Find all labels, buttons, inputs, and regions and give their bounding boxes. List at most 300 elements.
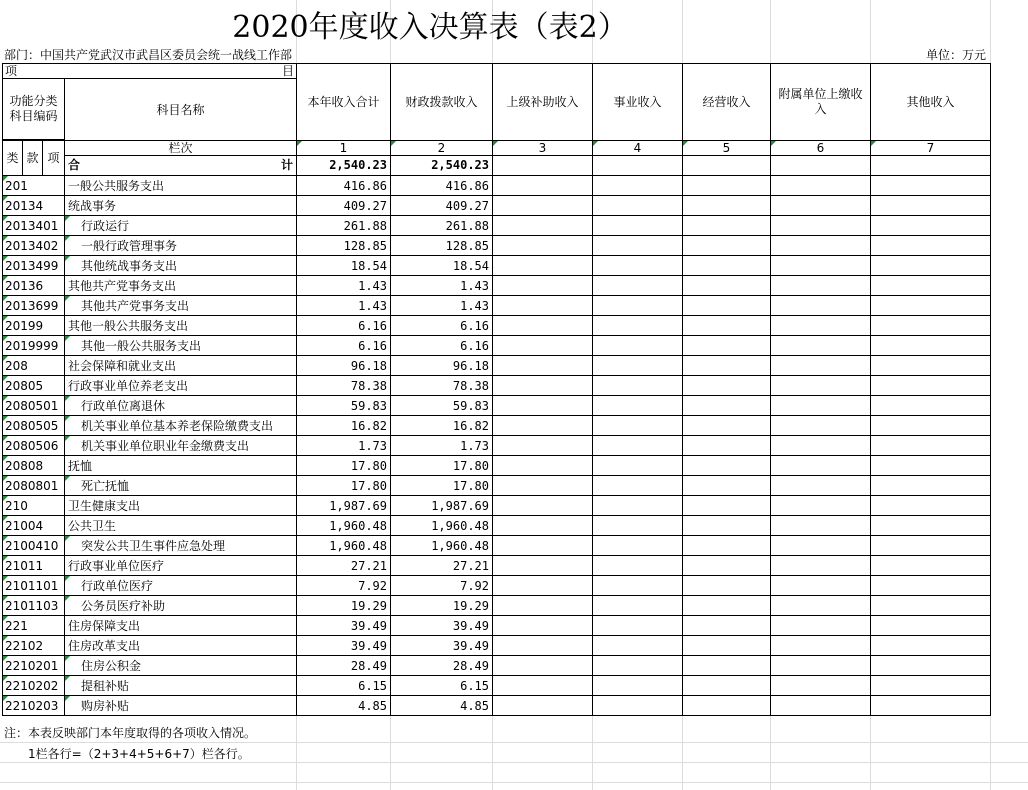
table-row bbox=[3, 536, 991, 556]
row-col-6-cell[interactable] bbox=[771, 376, 871, 396]
row-total-income-cell[interactable]: 96.18 bbox=[297, 356, 391, 376]
row-fiscal-income-cell[interactable]: 59.83 bbox=[391, 396, 493, 416]
row-col-4-cell[interactable] bbox=[593, 336, 683, 356]
row-col-3-cell[interactable] bbox=[493, 196, 593, 216]
row-name-cell[interactable]: 行政事业单位养老支出 bbox=[65, 376, 297, 396]
note-line-2: 1栏各行=（2+3+4+5+6+7）栏各行。 bbox=[28, 747, 250, 761]
row-name-cell[interactable]: 行政单位医疗 bbox=[65, 576, 297, 596]
row-col-7-cell[interactable] bbox=[871, 576, 991, 596]
row-col-4-cell[interactable] bbox=[593, 436, 683, 456]
row-code-cell[interactable]: 210 bbox=[3, 496, 65, 516]
row-col-5-cell[interactable] bbox=[683, 316, 771, 336]
row-code-cell[interactable]: 2080505 bbox=[3, 416, 65, 436]
row-total-income-cell[interactable]: 1,960.48 bbox=[297, 536, 391, 556]
row-total-income-cell[interactable]: 261.88 bbox=[297, 216, 391, 236]
row-name-cell[interactable]: 公共卫生 bbox=[65, 516, 297, 536]
row-code-cell[interactable]: 208 bbox=[3, 356, 65, 376]
row-col-5-cell[interactable] bbox=[683, 296, 771, 316]
row-fiscal-income-cell[interactable]: 1,960.48 bbox=[391, 516, 493, 536]
row-total-income-cell[interactable]: 1.43 bbox=[297, 276, 391, 296]
row-col-4-cell[interactable] bbox=[593, 216, 683, 236]
row-col-6-cell[interactable] bbox=[771, 516, 871, 536]
row-col-7-cell[interactable] bbox=[871, 296, 991, 316]
row-col-6-cell[interactable] bbox=[771, 436, 871, 456]
row-total-income-cell[interactable]: 4.85 bbox=[297, 696, 391, 716]
row-code-cell[interactable]: 2210201 bbox=[3, 656, 65, 676]
row-col-7-cell[interactable] bbox=[871, 316, 991, 336]
table-row bbox=[3, 636, 991, 656]
row-col-6-cell[interactable] bbox=[771, 636, 871, 656]
lanci-header[interactable]: 栏次 bbox=[65, 141, 297, 156]
row-total-income-cell[interactable]: 78.38 bbox=[297, 376, 391, 396]
row-col-3-cell[interactable] bbox=[493, 496, 593, 516]
row-col-7-cell[interactable] bbox=[871, 516, 991, 536]
row-code-cell[interactable]: 2100410 bbox=[3, 536, 65, 556]
row-col-5-cell[interactable] bbox=[683, 176, 771, 196]
row-col-4-cell[interactable] bbox=[593, 496, 683, 516]
row-col-6-cell[interactable] bbox=[771, 196, 871, 216]
row-col-7-cell[interactable] bbox=[871, 396, 991, 416]
row-col-6-cell[interactable] bbox=[771, 256, 871, 276]
row-total-income-cell[interactable]: 28.49 bbox=[297, 656, 391, 676]
table-row bbox=[3, 416, 991, 436]
total-label-cell[interactable] bbox=[65, 156, 297, 176]
table-row bbox=[3, 596, 991, 616]
row-total-income-cell[interactable]: 6.16 bbox=[297, 316, 391, 336]
row-col-6-cell[interactable] bbox=[771, 616, 871, 636]
row-total-income-cell[interactable]: 39.49 bbox=[297, 636, 391, 656]
row-fiscal-income-cell[interactable]: 18.54 bbox=[391, 256, 493, 276]
row-code-cell[interactable]: 20199 bbox=[3, 316, 65, 336]
row-total-income-cell[interactable]: 17.80 bbox=[297, 456, 391, 476]
row-col-4-cell[interactable] bbox=[593, 696, 683, 716]
row-col-3-cell[interactable] bbox=[493, 396, 593, 416]
row-col-3-cell[interactable] bbox=[493, 456, 593, 476]
row-col-4-cell[interactable] bbox=[593, 176, 683, 196]
row-code-cell[interactable]: 2019999 bbox=[3, 336, 65, 356]
row-col-3-cell[interactable] bbox=[493, 296, 593, 316]
row-name-cell[interactable]: 住房保障支出 bbox=[65, 616, 297, 636]
row-code-cell[interactable]: 2013402 bbox=[3, 236, 65, 256]
row-total-income-cell[interactable]: 1,960.48 bbox=[297, 516, 391, 536]
row-code-cell[interactable]: 201 bbox=[3, 176, 65, 196]
subject-name-header[interactable]: 科目名称 bbox=[65, 79, 297, 141]
row-col-3-cell[interactable] bbox=[493, 556, 593, 576]
row-col-6-cell[interactable] bbox=[771, 596, 871, 616]
row-col-5-cell[interactable] bbox=[683, 276, 771, 296]
row-code-cell[interactable]: 2080506 bbox=[3, 436, 65, 456]
row-total-income-cell[interactable]: 1.73 bbox=[297, 436, 391, 456]
row-col-6-cell[interactable] bbox=[771, 456, 871, 476]
row-col-7-cell[interactable] bbox=[871, 456, 991, 476]
row-name-cell[interactable]: 行政单位离退休 bbox=[65, 396, 297, 416]
row-total-income-cell[interactable]: 128.85 bbox=[297, 236, 391, 256]
row-col-4-cell[interactable] bbox=[593, 656, 683, 676]
col-index-5[interactable]: 5 bbox=[683, 141, 771, 156]
row-total-income-cell[interactable]: 7.92 bbox=[297, 576, 391, 596]
col-index-3[interactable]: 3 bbox=[493, 141, 593, 156]
row-col-5-cell[interactable] bbox=[683, 676, 771, 696]
row-name-cell[interactable]: 一般公共服务支出 bbox=[65, 176, 297, 196]
row-fiscal-income-cell[interactable]: 6.16 bbox=[391, 316, 493, 336]
row-col-5-cell[interactable] bbox=[683, 596, 771, 616]
row-col-5-cell[interactable] bbox=[683, 436, 771, 456]
row-col-3-cell[interactable] bbox=[493, 416, 593, 436]
row-name-cell[interactable]: 社会保障和就业支出 bbox=[65, 356, 297, 376]
row-name-cell[interactable]: 统战事务 bbox=[65, 196, 297, 216]
row-col-7-cell[interactable] bbox=[871, 476, 991, 496]
row-code-cell[interactable]: 20805 bbox=[3, 376, 65, 396]
row-col-7-cell[interactable] bbox=[871, 356, 991, 376]
row-col-5-cell[interactable] bbox=[683, 456, 771, 476]
row-name-cell[interactable]: 抚恤 bbox=[65, 456, 297, 476]
header-xiang-mu-cell[interactable] bbox=[3, 64, 297, 79]
row-col-5-cell[interactable] bbox=[683, 356, 771, 376]
header-mu: 目 bbox=[281, 63, 294, 78]
row-col-4-cell[interactable] bbox=[593, 536, 683, 556]
row-name-cell[interactable]: 行政运行 bbox=[65, 216, 297, 236]
row-col-4-cell[interactable] bbox=[593, 196, 683, 216]
row-col-6-cell[interactable] bbox=[771, 356, 871, 376]
row-col-3-cell[interactable] bbox=[493, 376, 593, 396]
header-xiang: 项 bbox=[5, 63, 18, 78]
row-total-income-cell[interactable]: 1.43 bbox=[297, 296, 391, 316]
row-col-7-cell[interactable] bbox=[871, 236, 991, 256]
row-col-4-cell[interactable] bbox=[593, 456, 683, 476]
row-col-3-cell[interactable] bbox=[493, 436, 593, 456]
table-row bbox=[3, 376, 991, 396]
row-col-6-cell[interactable] bbox=[771, 696, 871, 716]
row-fiscal-income-cell[interactable]: 1.43 bbox=[391, 276, 493, 296]
row-col-5-cell[interactable] bbox=[683, 556, 771, 576]
row-col-6-cell[interactable] bbox=[771, 396, 871, 416]
row-col-6-cell[interactable] bbox=[771, 176, 871, 196]
col-index-4[interactable]: 4 bbox=[593, 141, 683, 156]
row-col-5-cell[interactable] bbox=[683, 536, 771, 556]
func-code-header[interactable]: 功能分类科目编码 bbox=[3, 79, 65, 140]
col-index-2[interactable]: 2 bbox=[391, 141, 493, 156]
row-col-3-cell[interactable] bbox=[493, 596, 593, 616]
row-name-cell[interactable]: 突发公共卫生事件应急处理 bbox=[65, 536, 297, 556]
row-col-7-cell[interactable] bbox=[871, 416, 991, 436]
row-col-6-cell[interactable] bbox=[771, 216, 871, 236]
row-col-4-cell[interactable] bbox=[593, 376, 683, 396]
row-fiscal-income-cell[interactable]: 6.15 bbox=[391, 676, 493, 696]
total-col-7[interactable] bbox=[871, 156, 991, 176]
col-header-6[interactable]: 附属单位上缴收入 bbox=[771, 64, 871, 141]
row-fiscal-income-cell[interactable]: 16.82 bbox=[391, 416, 493, 436]
row-col-6-cell[interactable] bbox=[771, 276, 871, 296]
total-col-5[interactable] bbox=[683, 156, 771, 176]
row-fiscal-income-cell[interactable]: 19.29 bbox=[391, 596, 493, 616]
row-name-cell[interactable]: 公务员医疗补助 bbox=[65, 596, 297, 616]
lei-header[interactable]: 类 bbox=[3, 141, 23, 176]
row-fiscal-income-cell[interactable]: 128.85 bbox=[391, 236, 493, 256]
row-total-income-cell[interactable]: 16.82 bbox=[297, 416, 391, 436]
row-col-3-cell[interactable] bbox=[493, 516, 593, 536]
row-col-6-cell[interactable] bbox=[771, 296, 871, 316]
row-col-6-cell[interactable] bbox=[771, 496, 871, 516]
row-code-cell[interactable]: 21004 bbox=[3, 516, 65, 536]
row-col-4-cell[interactable] bbox=[593, 596, 683, 616]
kuan-header[interactable]: 款 bbox=[23, 141, 43, 176]
row-col-7-cell[interactable] bbox=[871, 256, 991, 276]
table-row bbox=[3, 456, 991, 476]
row-col-7-cell[interactable] bbox=[871, 336, 991, 356]
row-code-cell[interactable]: 20808 bbox=[3, 456, 65, 476]
row-col-3-cell[interactable] bbox=[493, 236, 593, 256]
row-fiscal-income-cell[interactable]: 1,960.48 bbox=[391, 536, 493, 556]
row-col-3-cell[interactable] bbox=[493, 336, 593, 356]
row-total-income-cell[interactable]: 27.21 bbox=[297, 556, 391, 576]
row-col-3-cell[interactable] bbox=[493, 256, 593, 276]
row-total-income-cell[interactable]: 416.86 bbox=[297, 176, 391, 196]
row-col-3-cell[interactable] bbox=[493, 616, 593, 636]
row-total-income-cell[interactable]: 39.49 bbox=[297, 616, 391, 636]
row-fiscal-income-cell[interactable]: 96.18 bbox=[391, 356, 493, 376]
total-col-2[interactable]: 2,540.23 bbox=[391, 156, 493, 176]
row-col-3-cell[interactable] bbox=[493, 356, 593, 376]
row-fiscal-income-cell[interactable]: 7.92 bbox=[391, 576, 493, 596]
row-col-4-cell[interactable] bbox=[593, 356, 683, 376]
total-col-6[interactable] bbox=[771, 156, 871, 176]
row-fiscal-income-cell[interactable]: 1,987.69 bbox=[391, 496, 493, 516]
col-header-5[interactable]: 经营收入 bbox=[683, 64, 771, 141]
row-col-4-cell[interactable] bbox=[593, 556, 683, 576]
row-total-income-cell[interactable]: 409.27 bbox=[297, 196, 391, 216]
col-header-4[interactable]: 事业收入 bbox=[593, 64, 683, 141]
row-col-7-cell[interactable] bbox=[871, 616, 991, 636]
row-fiscal-income-cell[interactable]: 28.49 bbox=[391, 656, 493, 676]
row-col-7-cell[interactable] bbox=[871, 496, 991, 516]
row-col-7-cell[interactable] bbox=[871, 676, 991, 696]
row-col-7-cell[interactable] bbox=[871, 216, 991, 236]
row-col-6-cell[interactable] bbox=[771, 316, 871, 336]
row-total-income-cell[interactable]: 1,987.69 bbox=[297, 496, 391, 516]
row-col-3-cell[interactable] bbox=[493, 276, 593, 296]
row-code-cell[interactable]: 2101101 bbox=[3, 576, 65, 596]
total-ji: 计 bbox=[280, 158, 293, 172]
row-name-cell[interactable]: 其他一般公共服务支出 bbox=[65, 316, 297, 336]
table-row bbox=[3, 676, 991, 696]
row-fiscal-income-cell[interactable]: 1.43 bbox=[391, 296, 493, 316]
col-header-2[interactable]: 财政拨款收入 bbox=[391, 64, 493, 141]
row-col-5-cell[interactable] bbox=[683, 636, 771, 656]
row-col-5-cell[interactable] bbox=[683, 416, 771, 436]
row-col-7-cell[interactable] bbox=[871, 596, 991, 616]
total-row bbox=[3, 156, 991, 176]
row-col-6-cell[interactable] bbox=[771, 576, 871, 596]
row-fiscal-income-cell[interactable]: 78.38 bbox=[391, 376, 493, 396]
row-code-cell[interactable]: 2080801 bbox=[3, 476, 65, 496]
row-col-3-cell[interactable] bbox=[493, 656, 593, 676]
row-col-5-cell[interactable] bbox=[683, 696, 771, 716]
row-code-cell[interactable]: 22102 bbox=[3, 636, 65, 656]
row-code-cell[interactable]: 2210202 bbox=[3, 676, 65, 696]
row-col-3-cell[interactable] bbox=[493, 576, 593, 596]
row-col-4-cell[interactable] bbox=[593, 516, 683, 536]
row-col-3-cell[interactable] bbox=[493, 636, 593, 656]
row-col-6-cell[interactable] bbox=[771, 556, 871, 576]
table-row bbox=[3, 336, 991, 356]
row-col-3-cell[interactable] bbox=[493, 676, 593, 696]
row-name-cell[interactable]: 一般行政管理事务 bbox=[65, 236, 297, 256]
index-row bbox=[3, 141, 991, 156]
row-fiscal-income-cell[interactable]: 409.27 bbox=[391, 196, 493, 216]
total-col-4[interactable] bbox=[593, 156, 683, 176]
row-code-cell[interactable]: 2101103 bbox=[3, 596, 65, 616]
row-code-cell[interactable]: 21011 bbox=[3, 556, 65, 576]
total-he: 合 bbox=[68, 158, 81, 172]
row-col-5-cell[interactable] bbox=[683, 336, 771, 356]
row-name-cell[interactable]: 其他一般公共服务支出 bbox=[65, 336, 297, 356]
col-header-1[interactable]: 本年收入合计 bbox=[297, 64, 391, 141]
row-code-cell[interactable]: 2080501 bbox=[3, 396, 65, 416]
row-total-income-cell[interactable]: 6.15 bbox=[297, 676, 391, 696]
row-total-income-cell[interactable]: 59.83 bbox=[297, 396, 391, 416]
row-name-cell[interactable]: 其他共产党事务支出 bbox=[65, 296, 297, 316]
row-col-4-cell[interactable] bbox=[593, 316, 683, 336]
row-name-cell[interactable]: 行政事业单位医疗 bbox=[65, 556, 297, 576]
row-col-7-cell[interactable] bbox=[871, 276, 991, 296]
col-index-1[interactable]: 1 bbox=[297, 141, 391, 156]
row-fiscal-income-cell[interactable]: 27.21 bbox=[391, 556, 493, 576]
row-col-3-cell[interactable] bbox=[493, 176, 593, 196]
row-col-7-cell[interactable] bbox=[871, 536, 991, 556]
row-col-7-cell[interactable] bbox=[871, 436, 991, 456]
row-total-income-cell[interactable]: 17.80 bbox=[297, 476, 391, 496]
table-row bbox=[3, 296, 991, 316]
row-name-cell[interactable]: 机关事业单位职业年金缴费支出 bbox=[65, 436, 297, 456]
row-col-6-cell[interactable] bbox=[771, 416, 871, 436]
row-name-cell[interactable]: 住房改革支出 bbox=[65, 636, 297, 656]
row-name-cell[interactable]: 住房公积金 bbox=[65, 656, 297, 676]
table-row bbox=[3, 696, 991, 716]
col-header-3[interactable]: 上级补助收入 bbox=[493, 64, 593, 141]
row-col-4-cell[interactable] bbox=[593, 676, 683, 696]
row-name-cell[interactable]: 其他共产党事务支出 bbox=[65, 276, 297, 296]
col-index-7[interactable]: 7 bbox=[871, 141, 991, 156]
table-row bbox=[3, 196, 991, 216]
header-row-1 bbox=[3, 64, 991, 79]
row-fiscal-income-cell[interactable]: 261.88 bbox=[391, 216, 493, 236]
row-name-cell[interactable]: 购房补贴 bbox=[65, 696, 297, 716]
row-col-5-cell[interactable] bbox=[683, 216, 771, 236]
row-fiscal-income-cell[interactable]: 39.49 bbox=[391, 636, 493, 656]
row-col-4-cell[interactable] bbox=[593, 256, 683, 276]
row-col-5-cell[interactable] bbox=[683, 236, 771, 256]
row-col-5-cell[interactable] bbox=[683, 616, 771, 636]
row-col-5-cell[interactable] bbox=[683, 196, 771, 216]
row-col-5-cell[interactable] bbox=[683, 496, 771, 516]
total-col-3[interactable] bbox=[493, 156, 593, 176]
row-fiscal-income-cell[interactable]: 17.80 bbox=[391, 456, 493, 476]
row-code-cell[interactable]: 2210203 bbox=[3, 696, 65, 716]
row-name-cell[interactable]: 死亡抚恤 bbox=[65, 476, 297, 496]
report-title: 2020年度收入决算表（表2） bbox=[232, 10, 628, 45]
row-col-3-cell[interactable] bbox=[493, 536, 593, 556]
row-col-4-cell[interactable] bbox=[593, 616, 683, 636]
row-col-7-cell[interactable] bbox=[871, 556, 991, 576]
row-col-7-cell[interactable] bbox=[871, 636, 991, 656]
row-fiscal-income-cell[interactable]: 17.80 bbox=[391, 476, 493, 496]
row-name-cell[interactable]: 提租补贴 bbox=[65, 676, 297, 696]
row-name-cell[interactable]: 其他统战事务支出 bbox=[65, 256, 297, 276]
row-col-6-cell[interactable] bbox=[771, 336, 871, 356]
row-col-4-cell[interactable] bbox=[593, 576, 683, 596]
row-col-6-cell[interactable] bbox=[771, 536, 871, 556]
row-fiscal-income-cell[interactable]: 6.16 bbox=[391, 336, 493, 356]
row-col-5-cell[interactable] bbox=[683, 396, 771, 416]
row-col-3-cell[interactable] bbox=[493, 696, 593, 716]
row-col-5-cell[interactable] bbox=[683, 576, 771, 596]
row-col-3-cell[interactable] bbox=[493, 316, 593, 336]
row-col-5-cell[interactable] bbox=[683, 656, 771, 676]
row-code-cell[interactable]: 20136 bbox=[3, 276, 65, 296]
table-row bbox=[3, 256, 991, 276]
row-col-7-cell[interactable] bbox=[871, 196, 991, 216]
row-col-6-cell[interactable] bbox=[771, 656, 871, 676]
row-col-4-cell[interactable] bbox=[593, 236, 683, 256]
row-col-4-cell[interactable] bbox=[593, 396, 683, 416]
row-col-4-cell[interactable] bbox=[593, 296, 683, 316]
table-row bbox=[3, 316, 991, 336]
row-code-cell[interactable]: 2013401 bbox=[3, 216, 65, 236]
row-col-7-cell[interactable] bbox=[871, 176, 991, 196]
table-row bbox=[3, 176, 991, 196]
total-col-1[interactable]: 2,540.23 bbox=[297, 156, 391, 176]
row-code-cell[interactable]: 2013499 bbox=[3, 256, 65, 276]
row-name-cell[interactable]: 卫生健康支出 bbox=[65, 496, 297, 516]
row-col-6-cell[interactable] bbox=[771, 476, 871, 496]
row-code-cell[interactable]: 221 bbox=[3, 616, 65, 636]
table-row bbox=[3, 616, 991, 636]
row-col-3-cell[interactable] bbox=[493, 476, 593, 496]
row-total-income-cell[interactable]: 6.16 bbox=[297, 336, 391, 356]
row-col-7-cell[interactable] bbox=[871, 656, 991, 676]
row-col-6-cell[interactable] bbox=[771, 236, 871, 256]
row-col-4-cell[interactable] bbox=[593, 276, 683, 296]
row-col-5-cell[interactable] bbox=[683, 516, 771, 536]
row-col-5-cell[interactable] bbox=[683, 256, 771, 276]
row-col-4-cell[interactable] bbox=[593, 416, 683, 436]
row-code-cell[interactable]: 2013699 bbox=[3, 296, 65, 316]
row-col-4-cell[interactable] bbox=[593, 636, 683, 656]
col-header-7[interactable]: 其他收入 bbox=[871, 64, 991, 141]
row-col-6-cell[interactable] bbox=[771, 676, 871, 696]
table-row bbox=[3, 396, 991, 416]
department-label: 部门：中国共产党武汉市武昌区委员会统一战线工作部 bbox=[4, 48, 293, 62]
row-col-5-cell[interactable] bbox=[683, 476, 771, 496]
row-total-income-cell[interactable]: 18.54 bbox=[297, 256, 391, 276]
row-col-7-cell[interactable] bbox=[871, 376, 991, 396]
row-code-cell[interactable]: 20134 bbox=[3, 196, 65, 216]
row-fiscal-income-cell[interactable]: 1.73 bbox=[391, 436, 493, 456]
row-col-5-cell[interactable] bbox=[683, 376, 771, 396]
income-table bbox=[2, 63, 991, 716]
table-row bbox=[3, 276, 991, 296]
col-index-6[interactable]: 6 bbox=[771, 141, 871, 156]
row-col-7-cell[interactable] bbox=[871, 696, 991, 716]
row-fiscal-income-cell[interactable]: 39.49 bbox=[391, 616, 493, 636]
xiang-header[interactable]: 项 bbox=[43, 141, 65, 176]
row-col-3-cell[interactable] bbox=[493, 216, 593, 236]
row-fiscal-income-cell[interactable]: 416.86 bbox=[391, 176, 493, 196]
row-total-income-cell[interactable]: 19.29 bbox=[297, 596, 391, 616]
row-fiscal-income-cell[interactable]: 4.85 bbox=[391, 696, 493, 716]
row-col-4-cell[interactable] bbox=[593, 476, 683, 496]
row-name-cell[interactable]: 机关事业单位基本养老保险缴费支出 bbox=[65, 416, 297, 436]
